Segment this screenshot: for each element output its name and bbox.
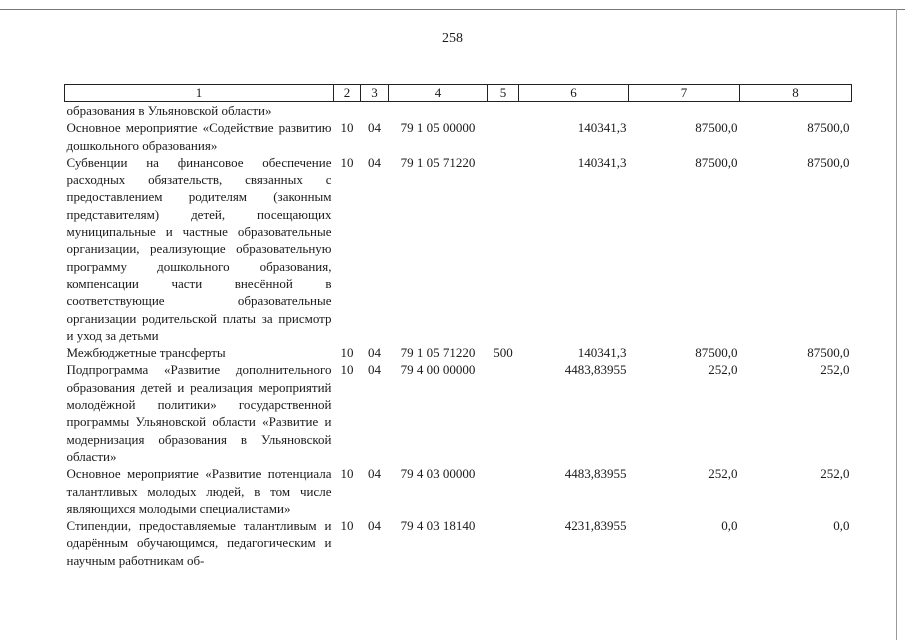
row-name: Основное мероприятие «Содействие развитию дошкольного образования» <box>66 120 332 153</box>
page-number: 258 <box>442 31 463 46</box>
row-expense-type <box>488 517 519 569</box>
row-value-8: 252,0 <box>820 466 850 482</box>
row-section: 10 <box>340 345 354 361</box>
row-subsection <box>361 102 389 120</box>
row-value-6: 4483,83955 <box>564 466 627 482</box>
scan-border-right <box>896 9 897 640</box>
row-target-article <box>389 102 488 120</box>
row-value-6: 140341,3 <box>577 154 627 170</box>
row-value-7 <box>629 102 740 120</box>
table-row <box>65 154 852 344</box>
row-name: Подпрограмма «Развитие дополнительного образования детей и реализация мероприятий молодёжной политики» государственной программы Ульяновской области «Развитие и модернизация образования в Ульяновской области» <box>66 362 332 464</box>
table-row <box>65 344 852 361</box>
row-subsection: 04 <box>368 154 381 170</box>
row-value-6: 4231,83955 <box>564 518 627 534</box>
row-value-8: 87500,0 <box>807 345 850 361</box>
row-target-article: 79 4 00 00000 <box>400 362 476 378</box>
row-value-7: 87500,0 <box>695 154 738 170</box>
row-value-7: 0,0 <box>721 518 738 534</box>
row-target-article: 79 1 05 71220 <box>400 345 476 361</box>
row-value-6: 4483,83955 <box>564 362 627 378</box>
row-value-8: 0,0 <box>833 518 850 534</box>
row-value-7: 87500,0 <box>695 120 738 136</box>
row-target-article: 79 4 03 00000 <box>400 466 476 482</box>
column-header-3: 3 <box>361 85 389 102</box>
row-expense-type <box>488 154 519 344</box>
row-target-article: 79 1 05 00000 <box>400 120 476 136</box>
row-subsection: 04 <box>368 466 381 482</box>
row-expense-type: 500 <box>493 345 513 361</box>
row-name: Субвенции на финансовое обеспечение расходных обязательств, связанных с предоставлением родителям (законным представителям) детей, посещающих муниципальные и частные образовательные организации, реализующие образовательную программу дошкольного образования, компенсации части внесённой в соответствующие образовательные организации родительской платы за присмотр и уход за детьми <box>66 154 332 343</box>
table-row <box>65 517 852 569</box>
row-subsection: 04 <box>368 120 381 136</box>
row-value-6: 140341,3 <box>577 345 627 361</box>
row-target-article: 79 1 05 71220 <box>400 154 476 170</box>
column-header-5: 5 <box>488 85 519 102</box>
column-header-6: 6 <box>519 85 629 102</box>
row-name: Стипендии, предоставляемые талантливым и одарённым обучающимся, педагогическим и научным работникам об- <box>66 518 332 568</box>
row-value-8: 252,0 <box>820 362 850 378</box>
column-header-7: 7 <box>629 85 740 102</box>
row-section: 10 <box>340 120 354 136</box>
row-target-article: 79 4 03 18140 <box>400 518 476 534</box>
scan-border-top <box>0 9 905 10</box>
row-value-7: 252,0 <box>708 362 738 378</box>
row-name: Межбюджетные трансферты <box>66 345 226 361</box>
row-expense-type <box>488 102 519 120</box>
row-section: 10 <box>340 154 354 170</box>
row-value-8: 87500,0 <box>807 120 850 136</box>
table-row <box>65 361 852 465</box>
row-section <box>334 102 361 120</box>
row-value-6 <box>519 102 629 120</box>
row-value-7: 252,0 <box>708 466 738 482</box>
column-number-row <box>65 85 852 102</box>
row-value-8: 87500,0 <box>807 154 850 170</box>
row-value-7: 87500,0 <box>695 345 738 361</box>
row-section: 10 <box>340 362 354 378</box>
row-expense-type <box>488 465 519 517</box>
row-expense-type <box>488 119 519 154</box>
row-name: образования в Ульяновской области» <box>66 103 272 118</box>
column-header-8: 8 <box>740 85 852 102</box>
table-row <box>65 465 852 517</box>
column-header-4: 4 <box>389 85 488 102</box>
row-expense-type <box>488 361 519 465</box>
row-name: Основное мероприятие «Развитие потенциала талантливых молодых людей, в том числе являющихся молодыми специалистами» <box>66 466 332 516</box>
row-subsection: 04 <box>368 362 381 378</box>
table-row <box>65 102 852 120</box>
row-subsection: 04 <box>368 518 381 534</box>
row-value-6: 140341,3 <box>577 120 627 136</box>
column-header-2: 2 <box>334 85 361 102</box>
row-subsection: 04 <box>368 345 381 361</box>
budget-table <box>64 84 852 569</box>
table-row <box>65 119 852 154</box>
row-section: 10 <box>340 518 354 534</box>
row-section: 10 <box>340 466 354 482</box>
row-value-8 <box>740 102 852 120</box>
column-header-1: 1 <box>65 85 334 102</box>
